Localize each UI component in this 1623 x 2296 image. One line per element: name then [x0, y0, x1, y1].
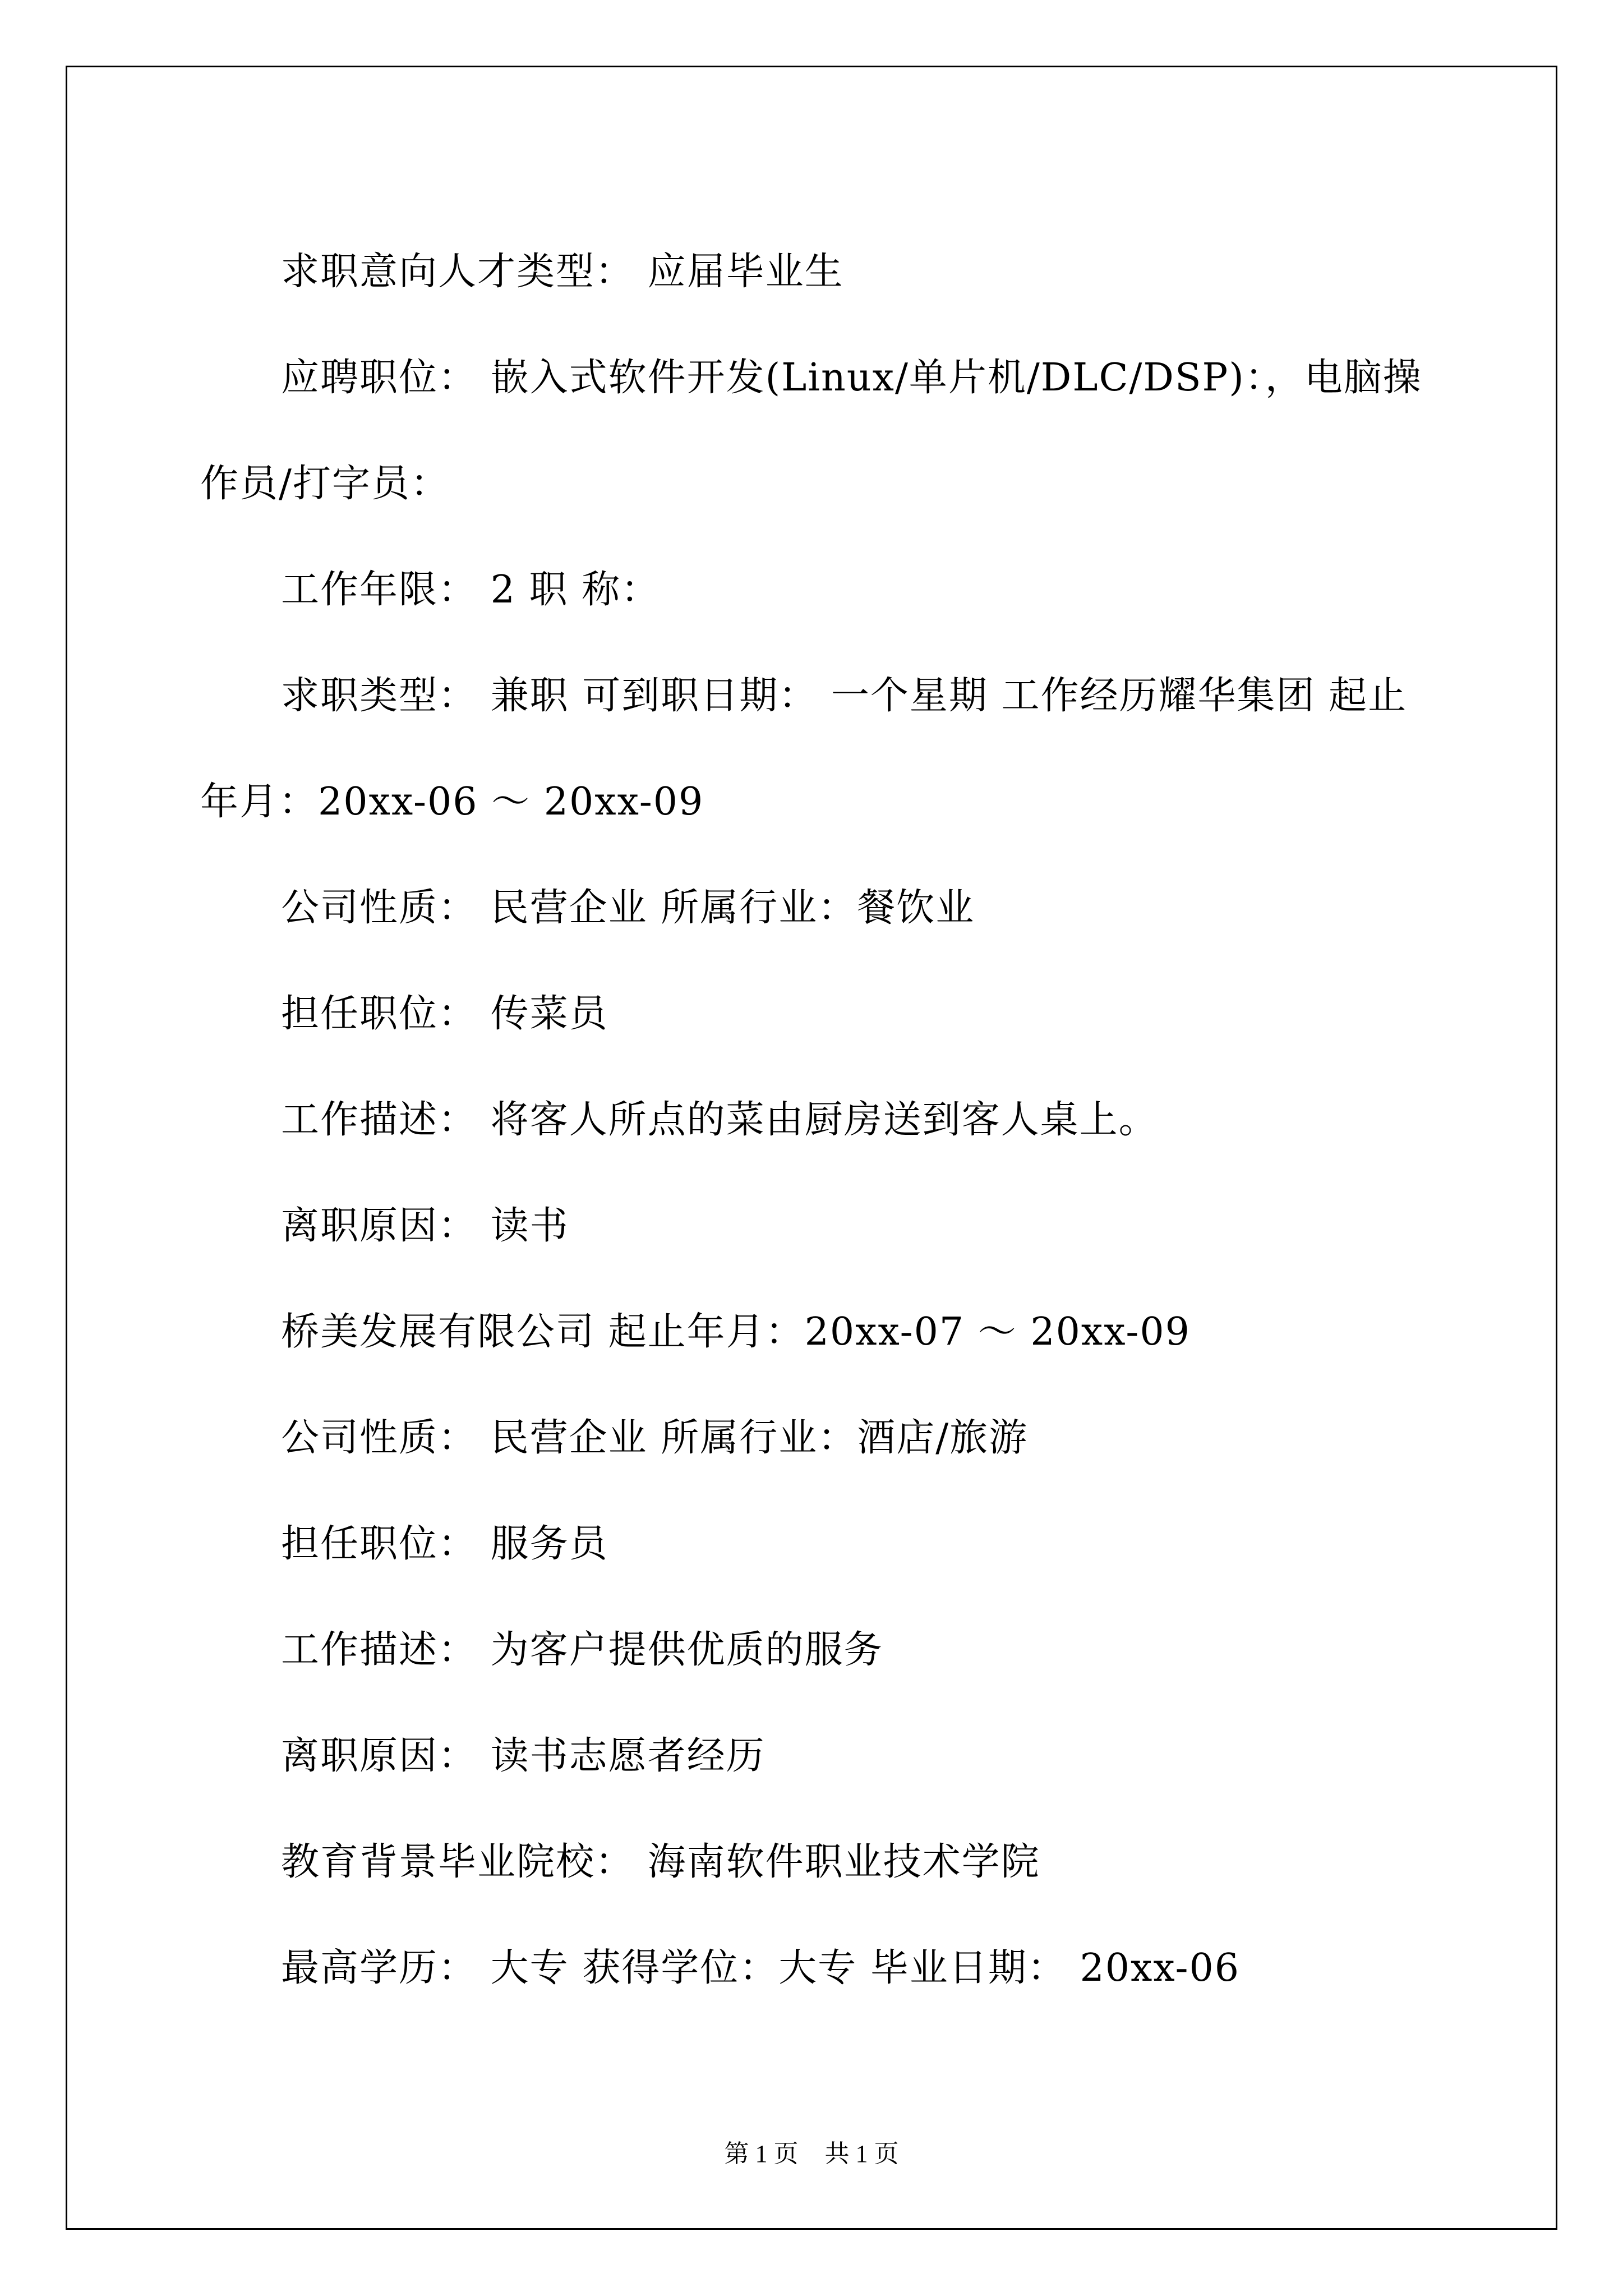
paragraph-leave-reason-1: 离职原因： 读书 [281, 1204, 569, 1248]
document-body [200, 219, 1434, 2021]
paragraph-job-type: 求职类型： 兼职 可到职日期： 一个星期 工作经历耀华集团 起止年月：20xx-06 ～ 20xx-09 [200, 674, 1408, 824]
paragraph-position-1: 担任职位： 传菜员 [281, 992, 608, 1036]
paragraph-description-2: 工作描述： 为客户提供优质的服务 [281, 1628, 883, 1672]
paragraph-description-1: 工作描述： 将客人所点的菜由厨房送到客人桌上。 [281, 1098, 1158, 1142]
paragraph-position-2: 担任职位： 服务员 [281, 1522, 608, 1566]
paragraph-company-2: 桥美发展有限公司 起止年月：20xx-07 ～ 20xx-09 [281, 1310, 1191, 1354]
page-total: 共 1 页 [824, 2140, 899, 2168]
paragraph-company-nature-1: 公司性质： 民营企业 所属行业：餐饮业 [281, 886, 975, 930]
paragraph-degree: 最高学历： 大专 获得学位：大专 毕业日期： 20xx-06 [281, 1946, 1240, 1990]
paragraph-applied-position: 应聘职位： 嵌入式软件开发(Linux/单片机/DLC/DSP)：，电脑操作员/打字员： [200, 356, 1422, 506]
paragraph-education: 教育背景毕业院校： 海南软件职业技术学院 [281, 1840, 1040, 1884]
paragraph-work-years: 工作年限： 2 职 称： [281, 568, 661, 612]
paragraph-company-nature-2: 公司性质： 民营企业 所属行业：酒店/旅游 [281, 1416, 1029, 1460]
paragraph-job-intent: 求职意向人才类型： 应届毕业生 [281, 250, 844, 294]
page-footer [0, 2137, 1623, 2171]
paragraph-leave-reason-2: 离职原因： 读书志愿者经历 [281, 1734, 766, 1778]
page-number: 第 1 页 [724, 2140, 799, 2168]
